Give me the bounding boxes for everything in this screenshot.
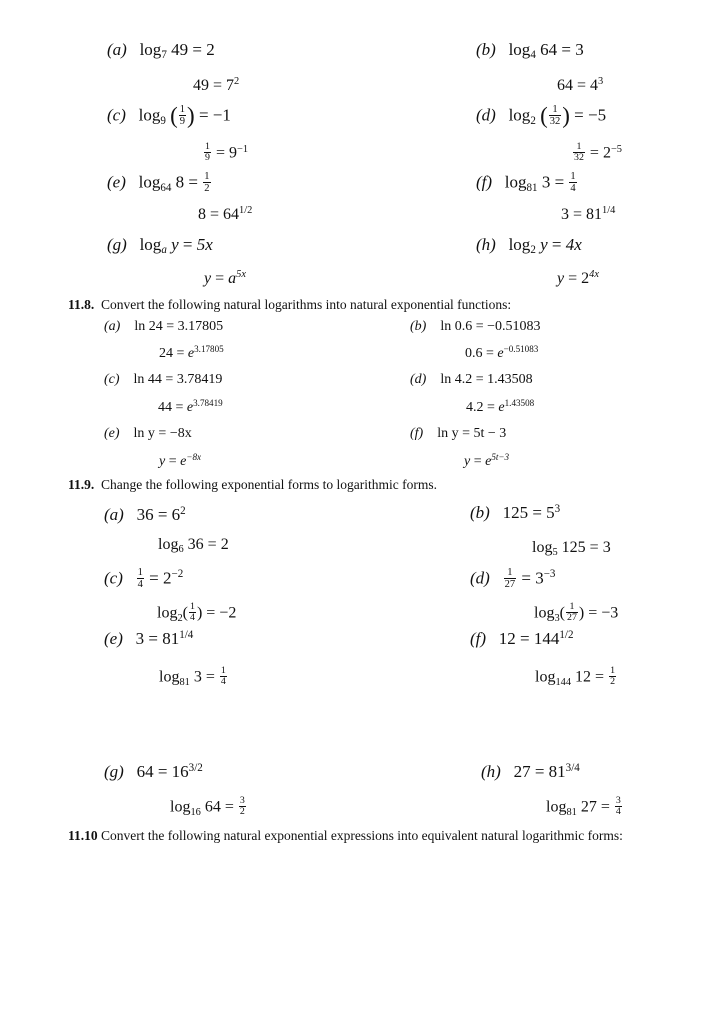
answer-11-9-h: $\log_{81} 27$ = $\frac{3}{4}$ — [546, 795, 621, 818]
problem-11-7-f: (f) $\log_{81} 3$ = $\frac{1}{4}$ — [476, 170, 576, 195]
answer-11-7-f: $3 = 81^{1/4}$ — [561, 205, 616, 223]
answer-11-9-d: $\log_3$( $\frac{1}{27}$ ) = −3 — [534, 601, 619, 624]
answer-11-7-h: $y = 2^{4x}$ — [557, 269, 599, 287]
answer-11-8-c: $44 = e^{3.78419}$ — [158, 398, 223, 415]
answer-11-7-d: $\frac{1}{32}$ = $2^{-5}$ — [574, 141, 622, 164]
problem-11-7-a: (a) $\log_7 49 = 2$ — [107, 40, 215, 62]
answer-11-9-c: $\log_2$( $\frac{1}{4}$ ) = −2 — [157, 601, 237, 624]
answer-11-8-e: $y = e^{-8x}$ — [159, 452, 202, 469]
answer-11-7-b: $64 = 4^3$ — [557, 76, 604, 94]
problem-11-9-d: (d) $\frac{1}{27}$ = $3^{-3}$ — [470, 566, 556, 591]
answer-11-7-a: $49 = 7^2$ — [193, 76, 240, 94]
problem-11-8-c: (c) ln 44 = 3.78419 — [104, 372, 223, 387]
problem-11-9-g: (g) $64 = 16^{3/2}$ — [104, 761, 203, 781]
problem-11-8-f: (f) ln y = 5t − 3 — [410, 426, 507, 441]
answer-11-7-g: $y = a^{5x}$ — [204, 269, 246, 287]
problem-11-7-h: (h) $\log_2 y = 4x$ — [476, 235, 582, 257]
problem-11-7-g: (g) $\log_a y = 5x$ — [107, 235, 213, 257]
problem-11-9-f: (f) $12 = 144^{1/2}$ — [470, 628, 574, 648]
answer-11-7-e: $8 = 64^{1/2}$ — [198, 205, 253, 223]
problem-11-8-b: (b) ln 0.6 = −0.51083 — [410, 319, 541, 334]
problem-11-7-b: (b) $\log_4 64 = 3$ — [476, 40, 584, 62]
section-11-8-heading: 11.8. Convert the following natural logarithms into natural exponential functions: — [68, 297, 512, 312]
answer-11-8-f: $y = e^{5t-3}$ — [464, 452, 510, 469]
problem-11-9-h: (h) $27 = 81^{3/4}$ — [481, 761, 580, 781]
section-11-10-heading: 11.10 Convert the following natural exponential expressions into equivalent natural logarithmic forms: — [68, 828, 623, 843]
problem-11-7-e: (e) $\log_{64} 8$ = $\frac{1}{2}$ — [107, 170, 210, 195]
answer-11-9-g: $\log_{16} 64$ = $\frac{3}{2}$ — [170, 795, 245, 818]
answer-11-8-b: $0.6 = e^{-0.51083}$ — [465, 344, 539, 361]
answer-11-8-a: $24 = e^{3.17805}$ — [159, 344, 224, 361]
answer-11-9-f: $\log_{144} 12$ = $\frac{1}{2}$ — [535, 665, 616, 688]
answer-11-9-a: $\log_6 36 = 2$ — [158, 536, 229, 556]
problem-11-8-d: (d) ln 4.2 = 1.43508 — [410, 372, 533, 387]
problem-11-8-e: (e) ln y = −8x — [104, 426, 192, 441]
answer-11-9-b: $\log_5 125 = 3$ — [532, 539, 611, 559]
answer-11-8-d: $4.2 = e^{1.43508}$ — [466, 398, 535, 415]
problem-11-9-c: (c) $\frac{1}{4}$ = $2^{-2}$ — [104, 566, 184, 591]
problem-11-9-a: (a) $36 = 6^2$ — [104, 504, 186, 524]
section-11-9-heading: 11.9. Change the following exponential forms to logarithmic forms. — [68, 477, 437, 492]
answer-11-7-c: $\frac{1}{9}$ = $9^{-1}$ — [205, 141, 249, 164]
problem-11-9-e: (e) $3 = 81^{1/4}$ — [104, 628, 194, 648]
problem-11-8-a: (a) ln 24 = 3.17805 — [104, 319, 224, 334]
problem-11-9-b: (b) $125 = 5^3$ — [470, 502, 561, 522]
problem-11-7-c: (c) $\log_9$ ( $\frac{1}{9}$ ) = −1 — [107, 103, 231, 128]
problem-11-7-d: (d) $\log_2$ ( $\frac{1}{32}$ ) = −5 — [476, 103, 607, 128]
answer-11-9-e: $\log_{81} 3$ = $\frac{1}{4}$ — [159, 665, 226, 688]
